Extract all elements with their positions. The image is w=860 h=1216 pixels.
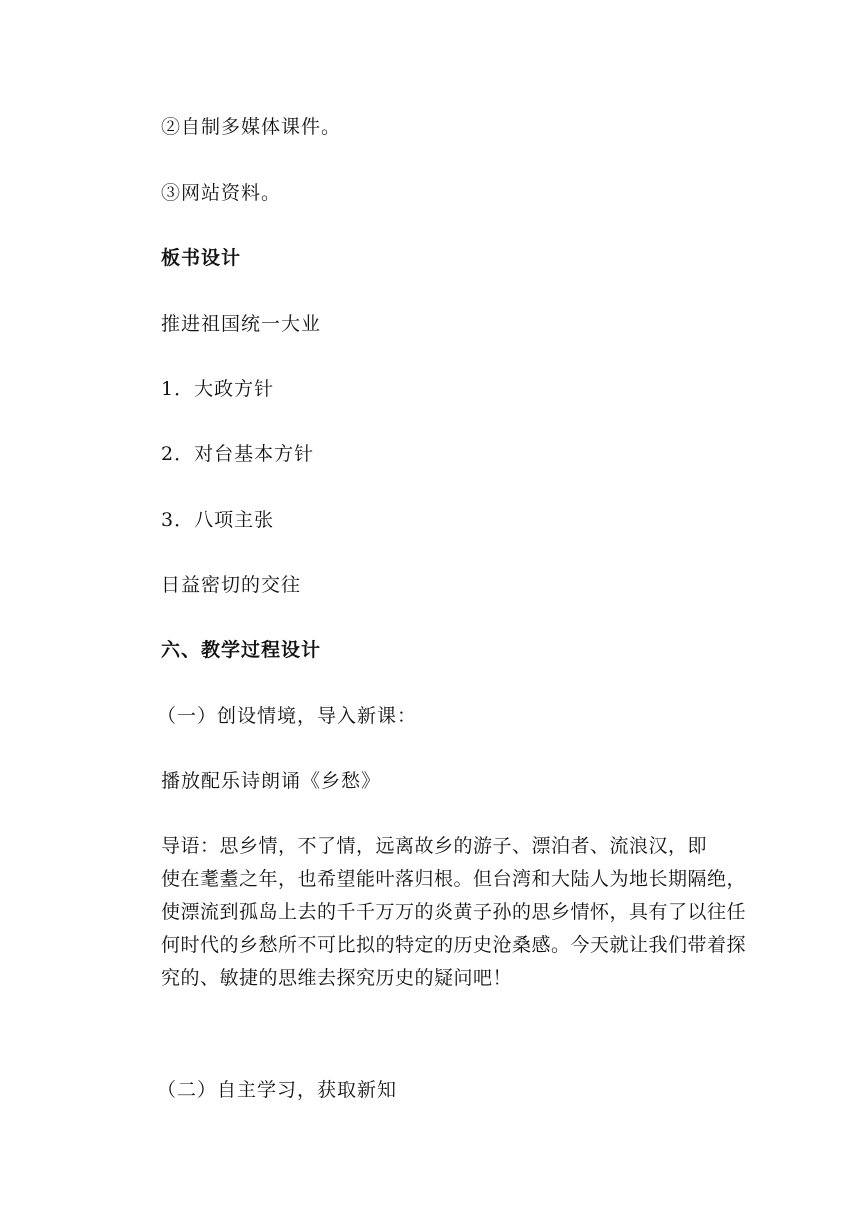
intro-line: 使在耄耋之年，也希望能叶落归根。但台湾和大陆人为地长期隔绝， xyxy=(161,868,747,890)
step1-activity: 播放配乐诗朗诵《乡愁》 xyxy=(161,770,382,792)
board-point-1: 1．大政方针 xyxy=(161,378,275,400)
material-item-3: ③网站资料。 xyxy=(161,182,282,204)
section-heading: 六、教学过程设计 xyxy=(161,639,322,661)
board-point-3: 3．八项主张 xyxy=(161,509,275,531)
step1-title: （一）创设情境，导入新课： xyxy=(157,705,418,727)
intro-paragraph xyxy=(161,830,747,995)
board-design-heading: 板书设计 xyxy=(161,247,242,269)
board-point-2: 2．对台基本方针 xyxy=(161,443,315,465)
board-design-title: 推进祖国统一大业 xyxy=(161,313,322,335)
material-item-2: ②自制多媒体课件。 xyxy=(161,116,342,138)
intro-line: 导语：思乡情，不了情，远离故乡的游子、漂泊者、流浪汉，即 xyxy=(161,835,708,857)
intro-line: 究的、敏捷的思维去探究历史的疑问吧！ xyxy=(161,967,513,989)
board-design-subtitle: 日益密切的交往 xyxy=(161,574,302,596)
intro-line: 使漂流到孤岛上去的千千万万的炎黄子孙的思乡情怀，具有了以往任 xyxy=(161,901,747,923)
intro-line: 何时代的乡愁所不可比拟的特定的历史沧桑感。今天就让我们带着探 xyxy=(161,934,747,956)
step2-title: （二）自主学习，获取新知 xyxy=(157,1079,398,1101)
